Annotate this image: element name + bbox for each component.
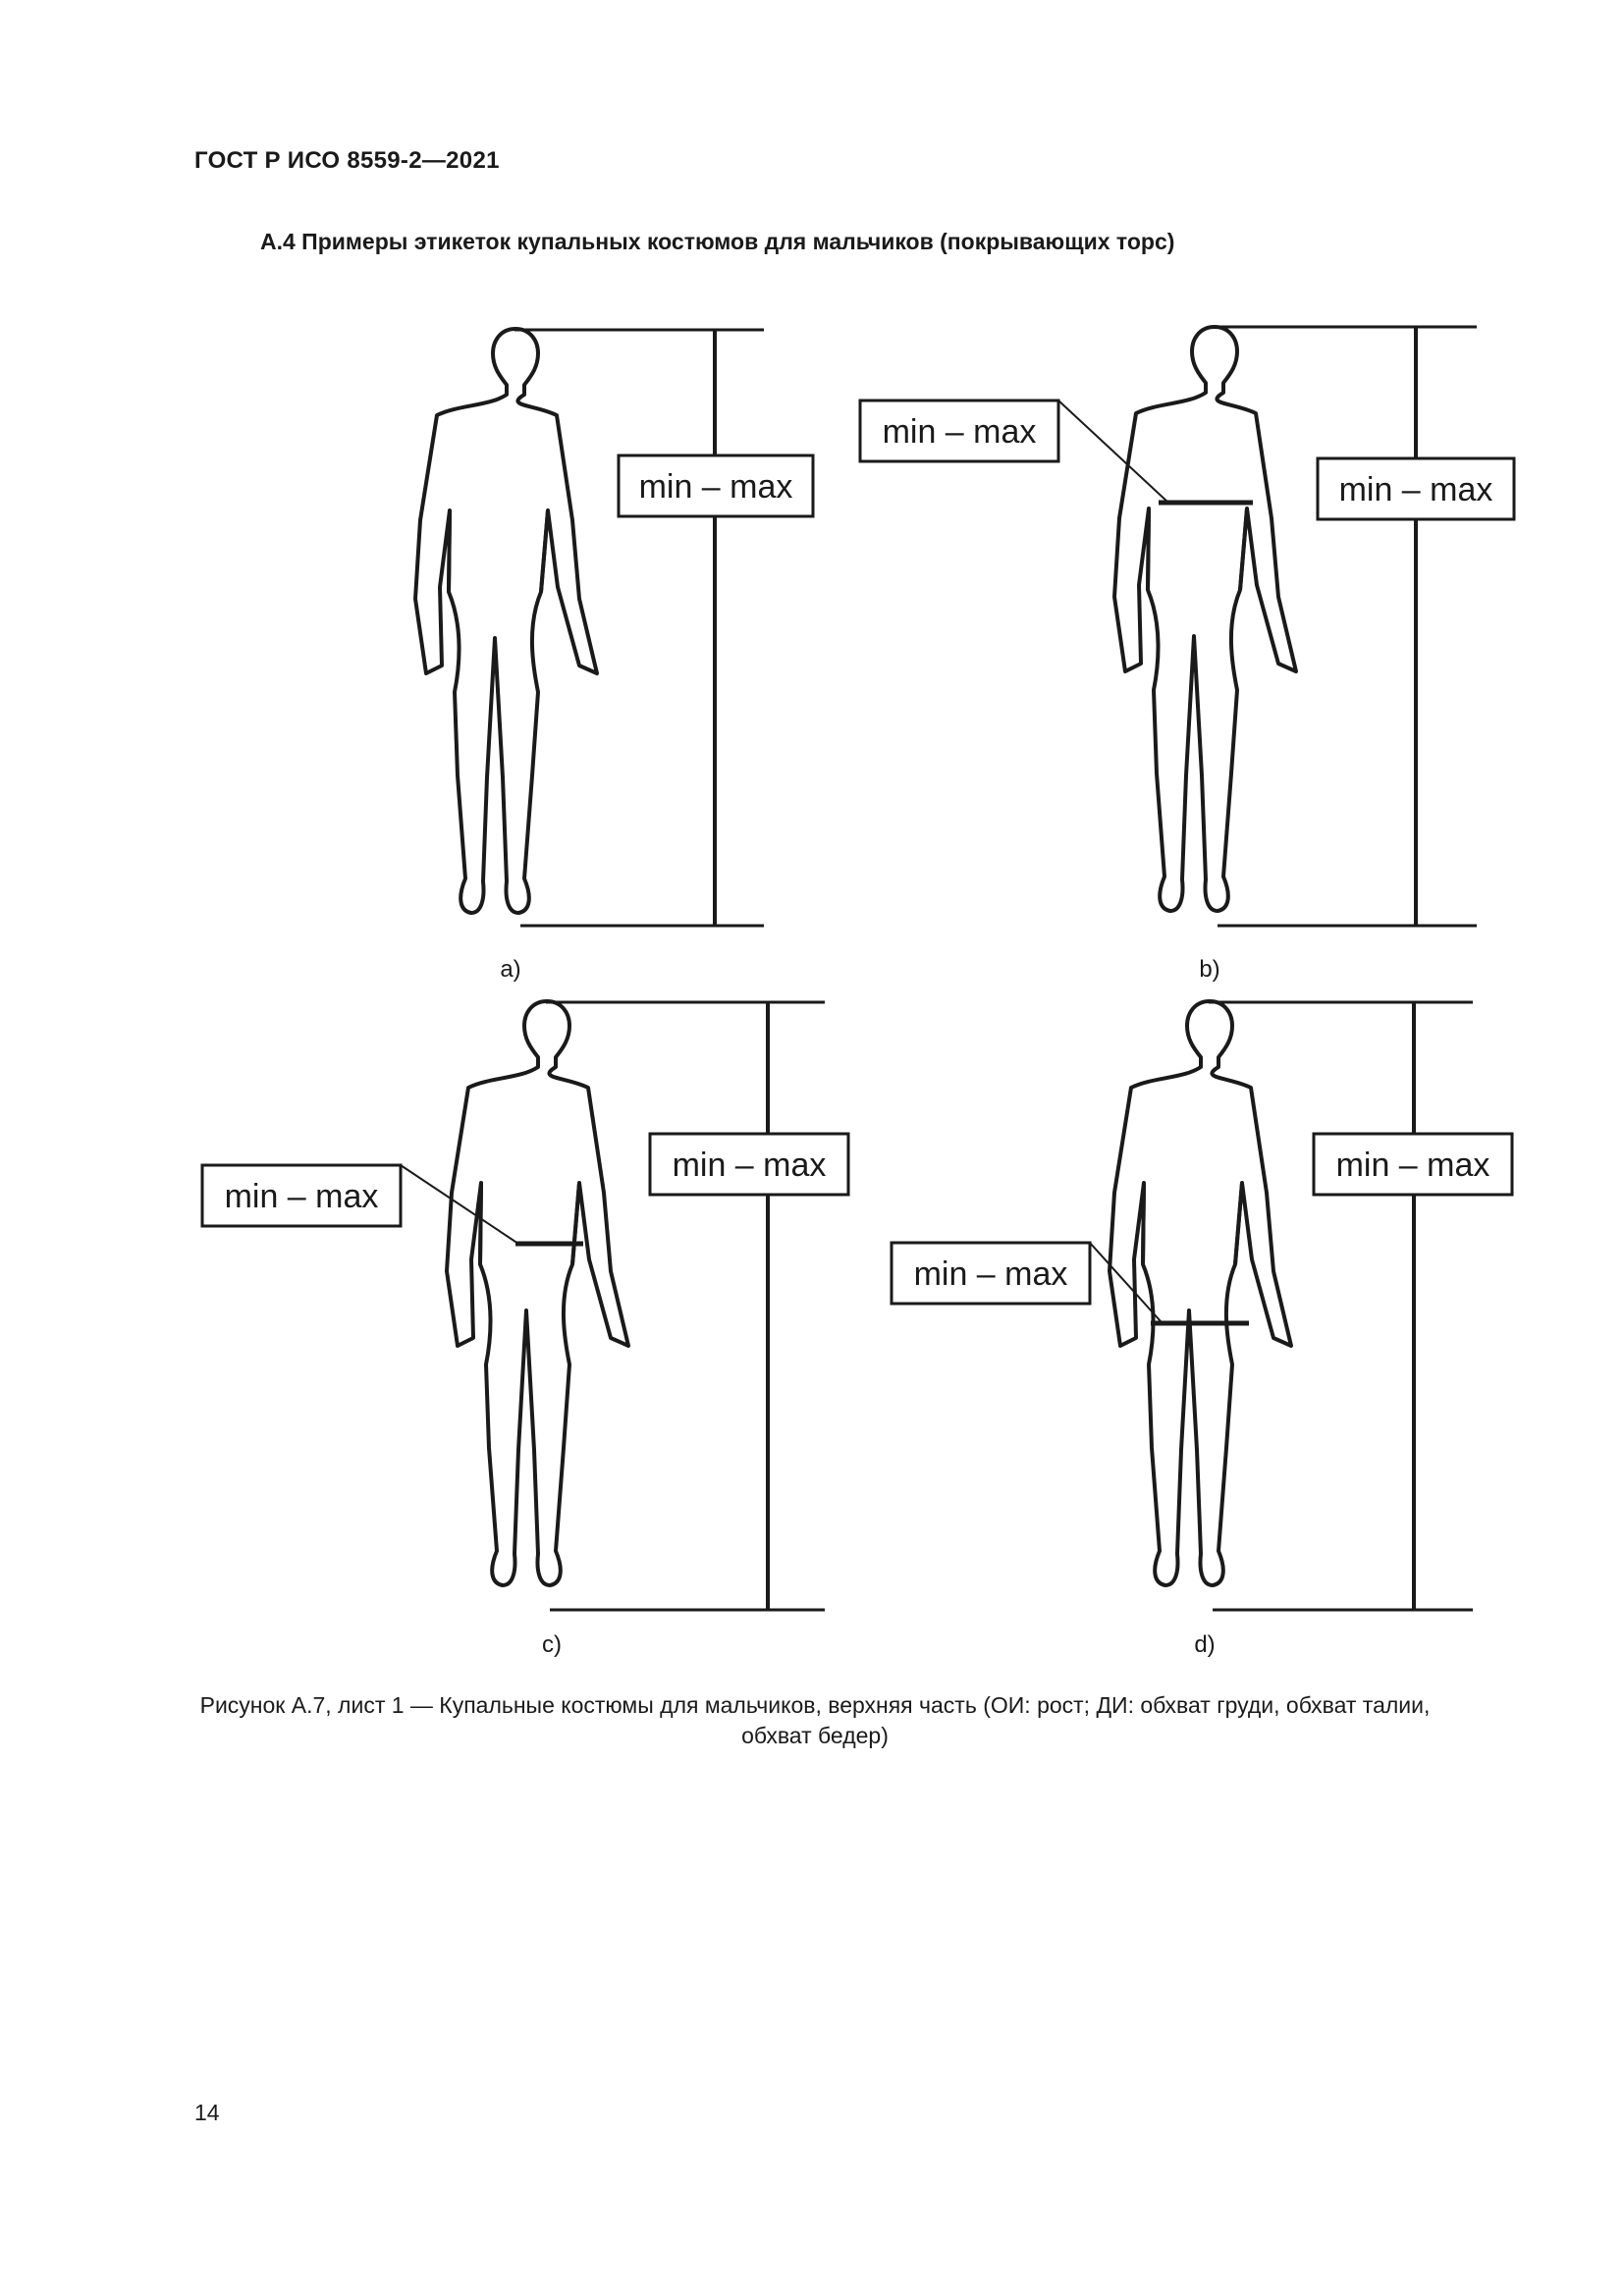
panel-caption-c: c) xyxy=(542,1631,562,1658)
figure-caption: Рисунок А.7, лист 1 — Купальные костюмы для мальчиков, верхняя часть (ОИ: рост; ДИ: обхват груди, обхват талии, обхват бедер) xyxy=(199,1692,1431,1748)
document-header: ГОСТ Р ИСО 8559-2—2021 xyxy=(194,147,500,174)
panel-a xyxy=(415,329,813,983)
height-label-b: min – max xyxy=(1338,471,1493,508)
girth-label-d: min – max xyxy=(913,1255,1068,1293)
page-number: 14 xyxy=(194,2100,220,2125)
height-label-a: min – max xyxy=(638,468,793,506)
girth-label-c: min – max xyxy=(224,1178,379,1215)
panel-caption-d: d) xyxy=(1194,1631,1216,1658)
panel-caption-b: b) xyxy=(1199,956,1220,983)
panel-d xyxy=(892,1001,1512,1658)
panel-b xyxy=(860,327,1514,983)
section-title: А.4 Примеры этикеток купальных костюмов для мальчиков (покрывающих торс) xyxy=(260,229,1175,254)
girth-label-b: min – max xyxy=(882,413,1037,451)
panel-c xyxy=(202,1001,848,1658)
panel-caption-a: a) xyxy=(500,956,521,983)
height-label-d: min – max xyxy=(1335,1147,1490,1184)
height-label-c: min – max xyxy=(672,1147,827,1184)
